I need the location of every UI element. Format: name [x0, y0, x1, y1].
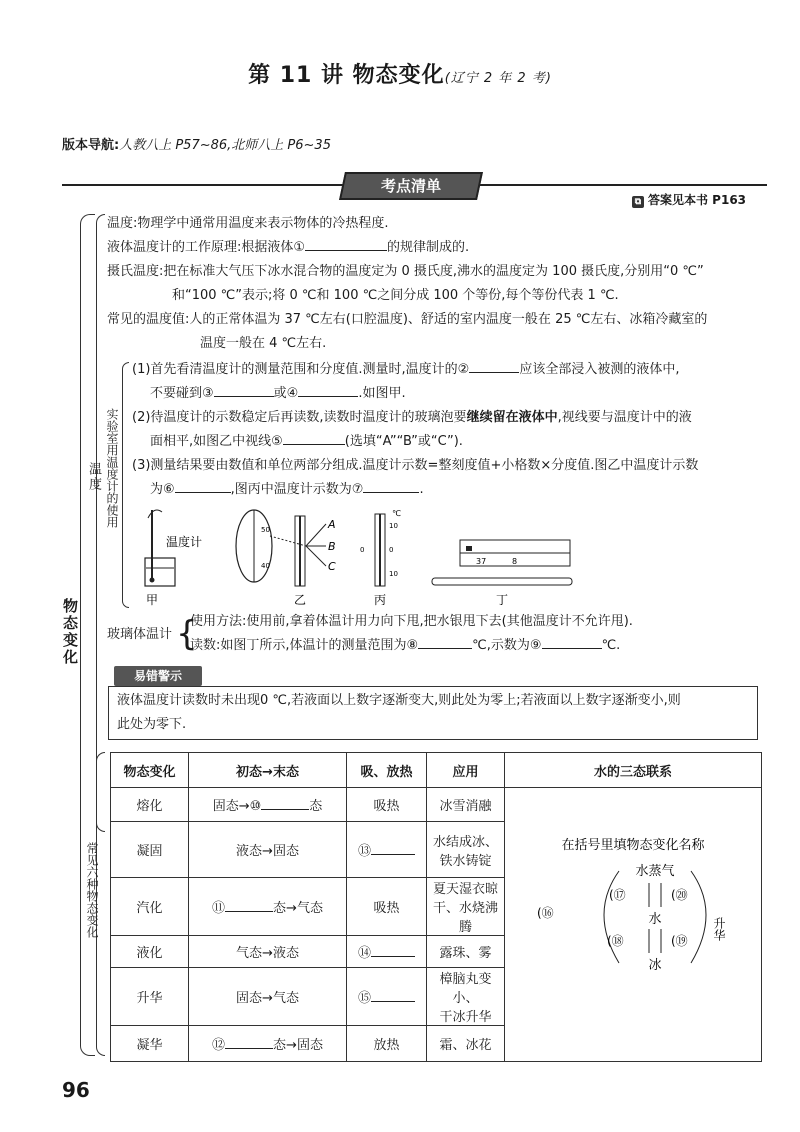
bracket-16: (⑯: [537, 905, 554, 920]
step-2-c: ,视线要与温度计中的液: [557, 410, 692, 425]
clinical-read-b: ℃,示数为⑨: [472, 638, 542, 653]
view-b: B: [328, 540, 336, 553]
answer-ref-text: 答案见本书 P163: [648, 193, 747, 207]
nav-label: 版本导航:: [62, 138, 120, 153]
section-tag-label: 考点清单: [380, 177, 441, 195]
step-1-c: 不要碰到③: [150, 386, 214, 401]
nav-text: 人教八上 P57~86,北师八上 P6~35: [119, 138, 331, 153]
bing-tick-0b: 0: [360, 546, 365, 554]
clinical-read: [190, 636, 620, 656]
step-2-e: (选填“A”“B”或“C”).: [344, 434, 463, 449]
table-row: [111, 788, 762, 822]
principle-end: 的规律制成的.: [387, 240, 470, 255]
row-name: 熔化: [111, 788, 189, 822]
state-a: ⑫: [212, 1038, 226, 1053]
figure-bing: [360, 509, 401, 607]
section-tag: [339, 172, 483, 200]
bracket-17: (⑰: [609, 887, 626, 902]
blank-6[interactable]: [175, 492, 231, 493]
blank-13[interactable]: [371, 854, 415, 855]
ding-37: 37: [476, 557, 487, 566]
figure-yi: [236, 510, 336, 607]
fig-jia-label: 甲: [145, 593, 159, 607]
step-2: [132, 408, 692, 428]
bing-tick-10b: 10: [389, 570, 398, 578]
common-temps: 常见的温度值:人的正常体温为 37 ℃左右(口腔温度)、舒适的室内温度一般在 25 ℃左右、冰箱冷藏室的: [107, 312, 708, 327]
state-a: ⑪: [212, 901, 226, 916]
bing-tick-0a: 0: [389, 546, 394, 554]
blank-2[interactable]: [469, 372, 519, 373]
state-change-table: [110, 752, 762, 1062]
clinical-use: 使用方法:使用前,拿着体温计用力向下甩,把水银甩下去(其他温度计不允许甩).: [190, 614, 633, 629]
row-app: 冰雪消融: [427, 788, 505, 822]
header-cell: 水的三态联系: [505, 753, 762, 788]
title-subtitle: (辽宁 2 年 2 考): [444, 71, 552, 86]
common-temps-cont: 温度一般在 4 ℃左右.: [200, 336, 327, 351]
row-heat: 放热: [347, 1026, 427, 1062]
blank-4[interactable]: [298, 396, 358, 397]
left-arc: [604, 871, 619, 963]
row-state: 气态→液态: [189, 936, 347, 968]
ice-label: 冰: [648, 957, 662, 973]
step-1-text: (1)首先看清温度计的测量范围和分度值.测量时,温度计的②: [132, 362, 470, 377]
thermometer-principle: [107, 238, 469, 258]
view-a: A: [328, 518, 336, 531]
version-nav: [62, 134, 331, 153]
warning-line-1: 液体温度计读数时未出现0 ℃,若液面以上数字逐渐变大,则此处为零上;若液面以上数字逐渐变小,则: [117, 693, 681, 708]
bing-unit: ℃: [392, 509, 401, 518]
state-b: 态→气态: [273, 901, 323, 916]
warning-box: [108, 686, 758, 740]
temp-def: 温度:物理学中通常用温度来表示物体的冷热程度.: [107, 216, 389, 231]
table-header: [111, 753, 762, 788]
heat-blank-label: ⑬: [357, 844, 371, 859]
row-name: 升华: [111, 968, 189, 1026]
root-label: 物态变化: [61, 598, 79, 666]
row-name: 凝固: [111, 822, 189, 878]
blank-1[interactable]: [305, 250, 387, 251]
step-3-cont: [150, 480, 424, 500]
step-3-d: .: [419, 482, 424, 497]
warning-line-2: 此处为零下.: [117, 717, 187, 732]
row-heat: [347, 936, 427, 968]
step-2-bold: 继续留在液体中: [466, 410, 558, 425]
state-b: 态: [309, 799, 323, 814]
state-a: 固态→⑩: [212, 799, 262, 814]
step-3-b: 为⑥: [150, 482, 175, 497]
row-name: 液化: [111, 936, 189, 968]
step-1-cont: [150, 384, 406, 404]
bracket-18: (⑱: [607, 933, 624, 948]
app-line: 铁水铸锭: [439, 853, 492, 869]
yi-tick-50: 50: [261, 526, 270, 534]
row-name: 凝华: [111, 1026, 189, 1062]
celsius-def-cont: 和“100 ℃”表示;将 0 ℃和 100 ℃之间分成 100 个等份,每个等份代表 1 ℃.: [172, 288, 619, 303]
bracket-19: (⑲: [671, 933, 688, 948]
blank-5[interactable]: [283, 444, 345, 445]
clinical-read-c: ℃.: [601, 638, 621, 653]
row-state: [189, 878, 347, 936]
title-text: 第 11 讲 物态变化: [248, 63, 445, 88]
bracket-20: (⑳: [671, 887, 688, 902]
row-app: [427, 968, 505, 1026]
blank-12[interactable]: [225, 1048, 273, 1049]
water-cycle-diagram: [533, 793, 733, 1053]
water-label: 水: [648, 911, 662, 927]
app-line: 夏天湿衣晾: [432, 882, 498, 897]
app-line: 樟脑丸变小、: [439, 972, 492, 1006]
fig-yi-label: 乙: [293, 593, 307, 607]
page-title: [0, 58, 800, 89]
lab-label: 实验室用温度计的使用: [105, 408, 119, 528]
clinical-read-a: 读数:如图丁所示,体温计的测量范围为⑧: [190, 638, 419, 653]
row-state: 固态→气态: [189, 968, 347, 1026]
blank-11[interactable]: [225, 911, 273, 912]
view-c: C: [328, 560, 336, 573]
step-1-e: .如图甲.: [358, 386, 406, 401]
row-app: 霜、冰花: [427, 1026, 505, 1062]
figure-jia: [145, 510, 202, 607]
bing-tick-10a: 10: [389, 522, 398, 530]
row-heat: 吸热: [347, 788, 427, 822]
lab-bracket: [122, 362, 129, 608]
clinical-name: 玻璃体温计: [107, 627, 173, 642]
row-heat: [347, 822, 427, 878]
step-2-d: 面相平,如图乙中视线⑤: [150, 434, 283, 449]
clinical-brace: {: [176, 614, 198, 654]
fig-bing-label: 丙: [373, 593, 387, 607]
celsius-def: 摄氏温度:把在标准大气压下冰水混合物的温度定为 0 摄氏度,沸水的温度定为 100 摄氏度,分别用“0 ℃”: [107, 264, 704, 279]
row-state: 液态→固态: [189, 822, 347, 878]
blank-10[interactable]: [261, 809, 309, 810]
water-cycle-cell: [505, 788, 762, 1062]
thermo-label: 温度计: [166, 535, 203, 549]
heat-blank-label: ⑮: [357, 991, 371, 1006]
blank-7[interactable]: [363, 492, 419, 493]
blank-3[interactable]: [214, 396, 274, 397]
blank-15[interactable]: [371, 1001, 415, 1002]
sublimation-label: 升华: [712, 916, 726, 941]
blank-14[interactable]: [371, 956, 415, 957]
header-cell: 物态变化: [111, 753, 189, 788]
step-1-d: 或④: [273, 386, 299, 401]
right-arc: [691, 871, 706, 963]
step-3: (3)测量结果要由数值和单位两部分组成.温度计示数=整刻度值+小格数×分度值.图乙中温度计示数: [132, 458, 699, 473]
header-cell: 应用: [427, 753, 505, 788]
row-app: 露珠、雾: [427, 936, 505, 968]
row-app: [427, 822, 505, 878]
temp-label: 温度: [86, 462, 101, 492]
app-line: 干冰升华: [439, 1010, 492, 1025]
answer-ref: [632, 191, 746, 208]
step-2-cont: [150, 432, 463, 452]
page-number: 96: [62, 1078, 90, 1102]
warning-tag: 易错警示: [114, 666, 202, 686]
cycle-title: 在括号里填物态变化名称: [561, 837, 705, 853]
row-name: 汽化: [111, 878, 189, 936]
ding-8: 8: [512, 557, 518, 566]
figures: [130, 506, 610, 610]
step-3-c: ,图丙中温度计示数为⑦: [230, 482, 364, 497]
yi-tick-40: 40: [261, 562, 270, 570]
step-2-a: (2)待温度计的示数稳定后再读数,读数时温度计的玻璃泡要: [132, 410, 467, 425]
row-state: [189, 788, 347, 822]
vapor-label: 水蒸气: [635, 863, 675, 879]
app-line: 干、水烧沸腾: [432, 901, 498, 935]
row-heat: [347, 968, 427, 1026]
heat-blank-label: ⑭: [357, 946, 371, 961]
blank-8[interactable]: [418, 648, 472, 649]
header-cell: 初态→末态: [189, 753, 347, 788]
blank-9[interactable]: [542, 648, 602, 649]
six-label: 常见六种物态变化: [85, 842, 99, 938]
fig-ding-label: 丁: [495, 593, 509, 607]
row-heat: 吸热: [347, 878, 427, 936]
principle-text: 液体温度计的工作原理:根据液体①: [107, 240, 306, 255]
header-cell: 吸、放热: [347, 753, 427, 788]
step-1-text-b: 应该全部浸入被测的液体中,: [519, 362, 680, 377]
row-app: [427, 878, 505, 936]
app-line: 水结成冰、: [432, 834, 498, 850]
state-b: 态→固态: [273, 1038, 323, 1053]
step-1: [132, 360, 679, 380]
figure-ding: [432, 540, 572, 607]
answer-icon: ⧉: [632, 196, 644, 208]
row-state: [189, 1026, 347, 1062]
